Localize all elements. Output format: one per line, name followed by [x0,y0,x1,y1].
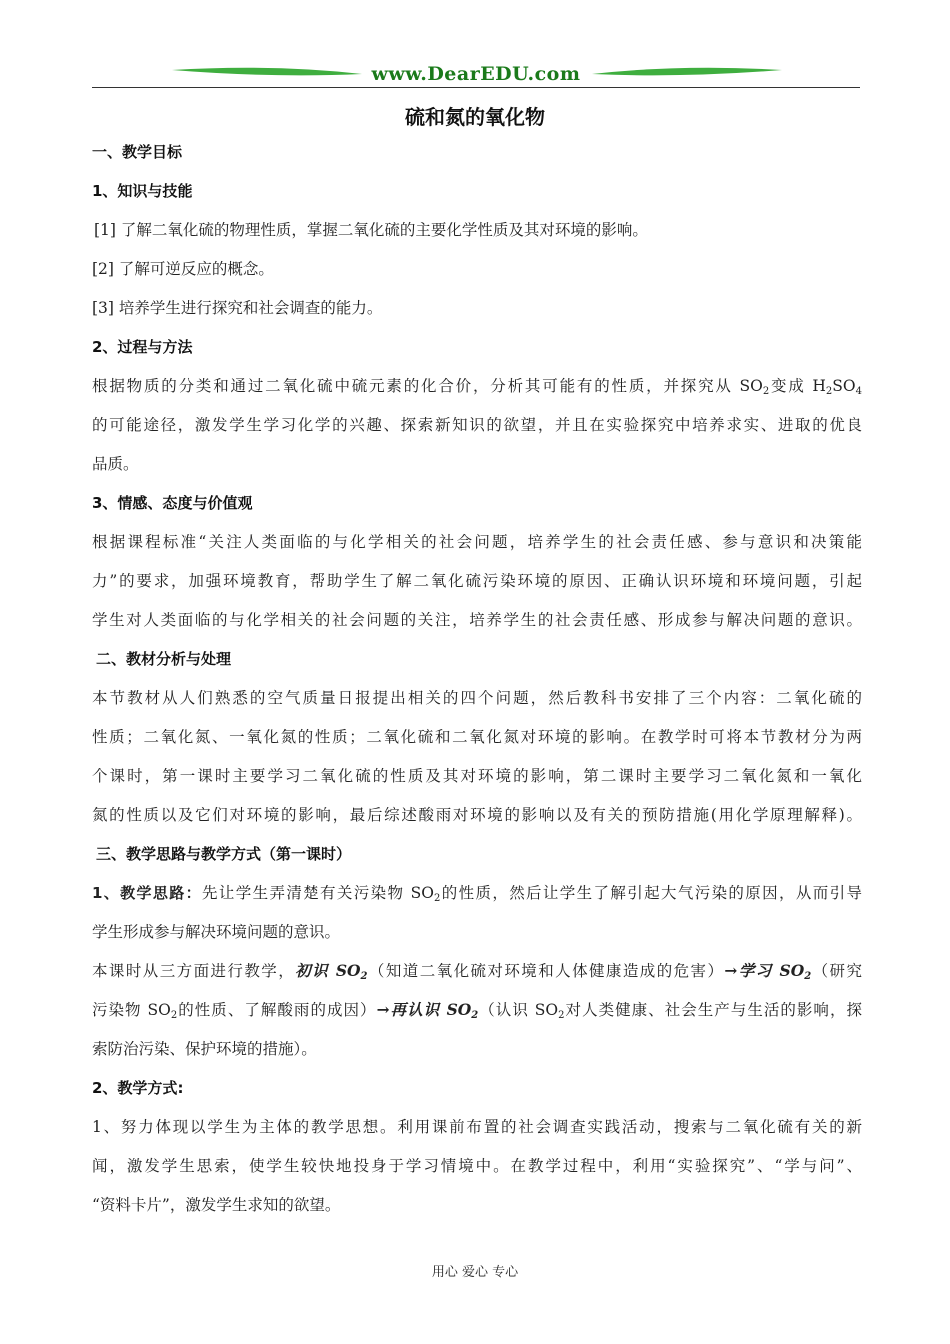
paragraph-line: 本节教材从人们熟悉的空气质量日报提出相关的四个问题，然后教科书安排了三个内容：二氧化硫的 [92,689,862,707]
paragraph-line: [3] 培养学生进行探究和社会调查的能力。 [92,299,383,317]
paragraph-line: 学生对人类面临的与化学相关的社会问题的关注，培养学生的社会责任感、形成参与解决问题的意识。 [92,611,862,629]
paragraph-line: 1、努力体现以学生为主体的教学思想。利用课前布置的社会调查实践活动，搜索与二氧化硫有关的新 [92,1118,862,1136]
paragraph-line: 1、教学思路：先让学生弄清楚有关污染物 $SO_2$的性质，然后让学生了解引起大气污染的原因，从而引导 [92,884,862,904]
paragraph-line: “资料卡片”，激发学生求知的欲望。 [92,1196,341,1214]
paragraph-line: [1] 了解二氧化硫的物理性质，掌握二氧化硫的主要化学性质及其对环境的影响。 [94,221,648,239]
paragraph-line: 根据课程标准“关注人类面临的与化学相关的社会问题，培养学生的社会责任感、参与意识和决策能 [92,533,862,551]
header-rule [92,87,860,88]
paragraph-line: 性质；二氧化氮、一氧化氮的性质；二氧化硫和二氧化氮对环境的影响。在教学时可将本节教材分为两 [92,728,862,746]
site-header [92,60,860,90]
paragraph-line: 的可能途径，激发学生学习化学的兴趣、探索新知识的欲望，并且在实验探究中培养求实、进取的优良 [92,416,862,434]
subsection-heading: 1、知识与技能 [92,182,193,200]
subsection-heading: 2、过程与方法 [92,338,193,356]
page-footer: 用心 爱心 专心 [431,1265,519,1280]
paragraph-line: 力”的要求，加强环境教育，帮助学生了解二氧化硫污染环境的原因、正确认识环境和环境问题，引起 [92,572,862,590]
paragraph-line: 本课时从三方面进行教学，初识 $SO_2$（知道二氧化硫对环境和人体健康造成的危害）→学习 $SO_2$（研究 [92,961,862,982]
paragraph-line: 索防治污染、保护环境的措施）。 [92,1040,317,1058]
subsection-heading: 3、情感、态度与价值观 [92,494,253,512]
paragraph-line: 闻，激发学生思索，使学生较快地投身于学习情境中。在教学过程中，利用“实验探究”、“学与问”、 [92,1157,862,1175]
subsection-heading: 2、教学方式: [92,1079,184,1097]
section-heading: 三、教学思路与教学方式（第一课时） [96,845,352,863]
paragraph-line: 污染物 $SO_2$的性质、了解酸雨的成因）→再认识 $SO_2$（认识 $SO_2$对人类健康、社会生产与生活的影响，探 [92,1000,862,1021]
paragraph-line: 品质。 [92,455,139,473]
paragraph-line: 氮的性质以及它们对环境的影响，最后综述酸雨对环境的影响以及有关的预防措施(用化学原理解释)。 [92,806,862,824]
paragraph-line: [2] 了解可逆反应的概念。 [92,260,274,278]
section-heading: 一、教学目标 [92,143,183,161]
site-logo-text: www.DearEDU.com [371,63,581,85]
paragraph-line: 根据物质的分类和通过二氧化硫中硫元素的化合价，分析其可能有的性质，并探究从 $SO_2$变成 $H_2SO_4$ [92,377,862,397]
section-heading: 二、教材分析与处理 [96,650,232,668]
paragraph-line: 个课时，第一课时主要学习二氧化硫的性质及其对环境的影响，第二课时主要学习二氧化氮和一氧化 [92,767,862,785]
page-title: 硫和氮的氧化物 [405,105,545,129]
paragraph-line: 学生形成参与解决环境问题的意识。 [92,923,341,941]
